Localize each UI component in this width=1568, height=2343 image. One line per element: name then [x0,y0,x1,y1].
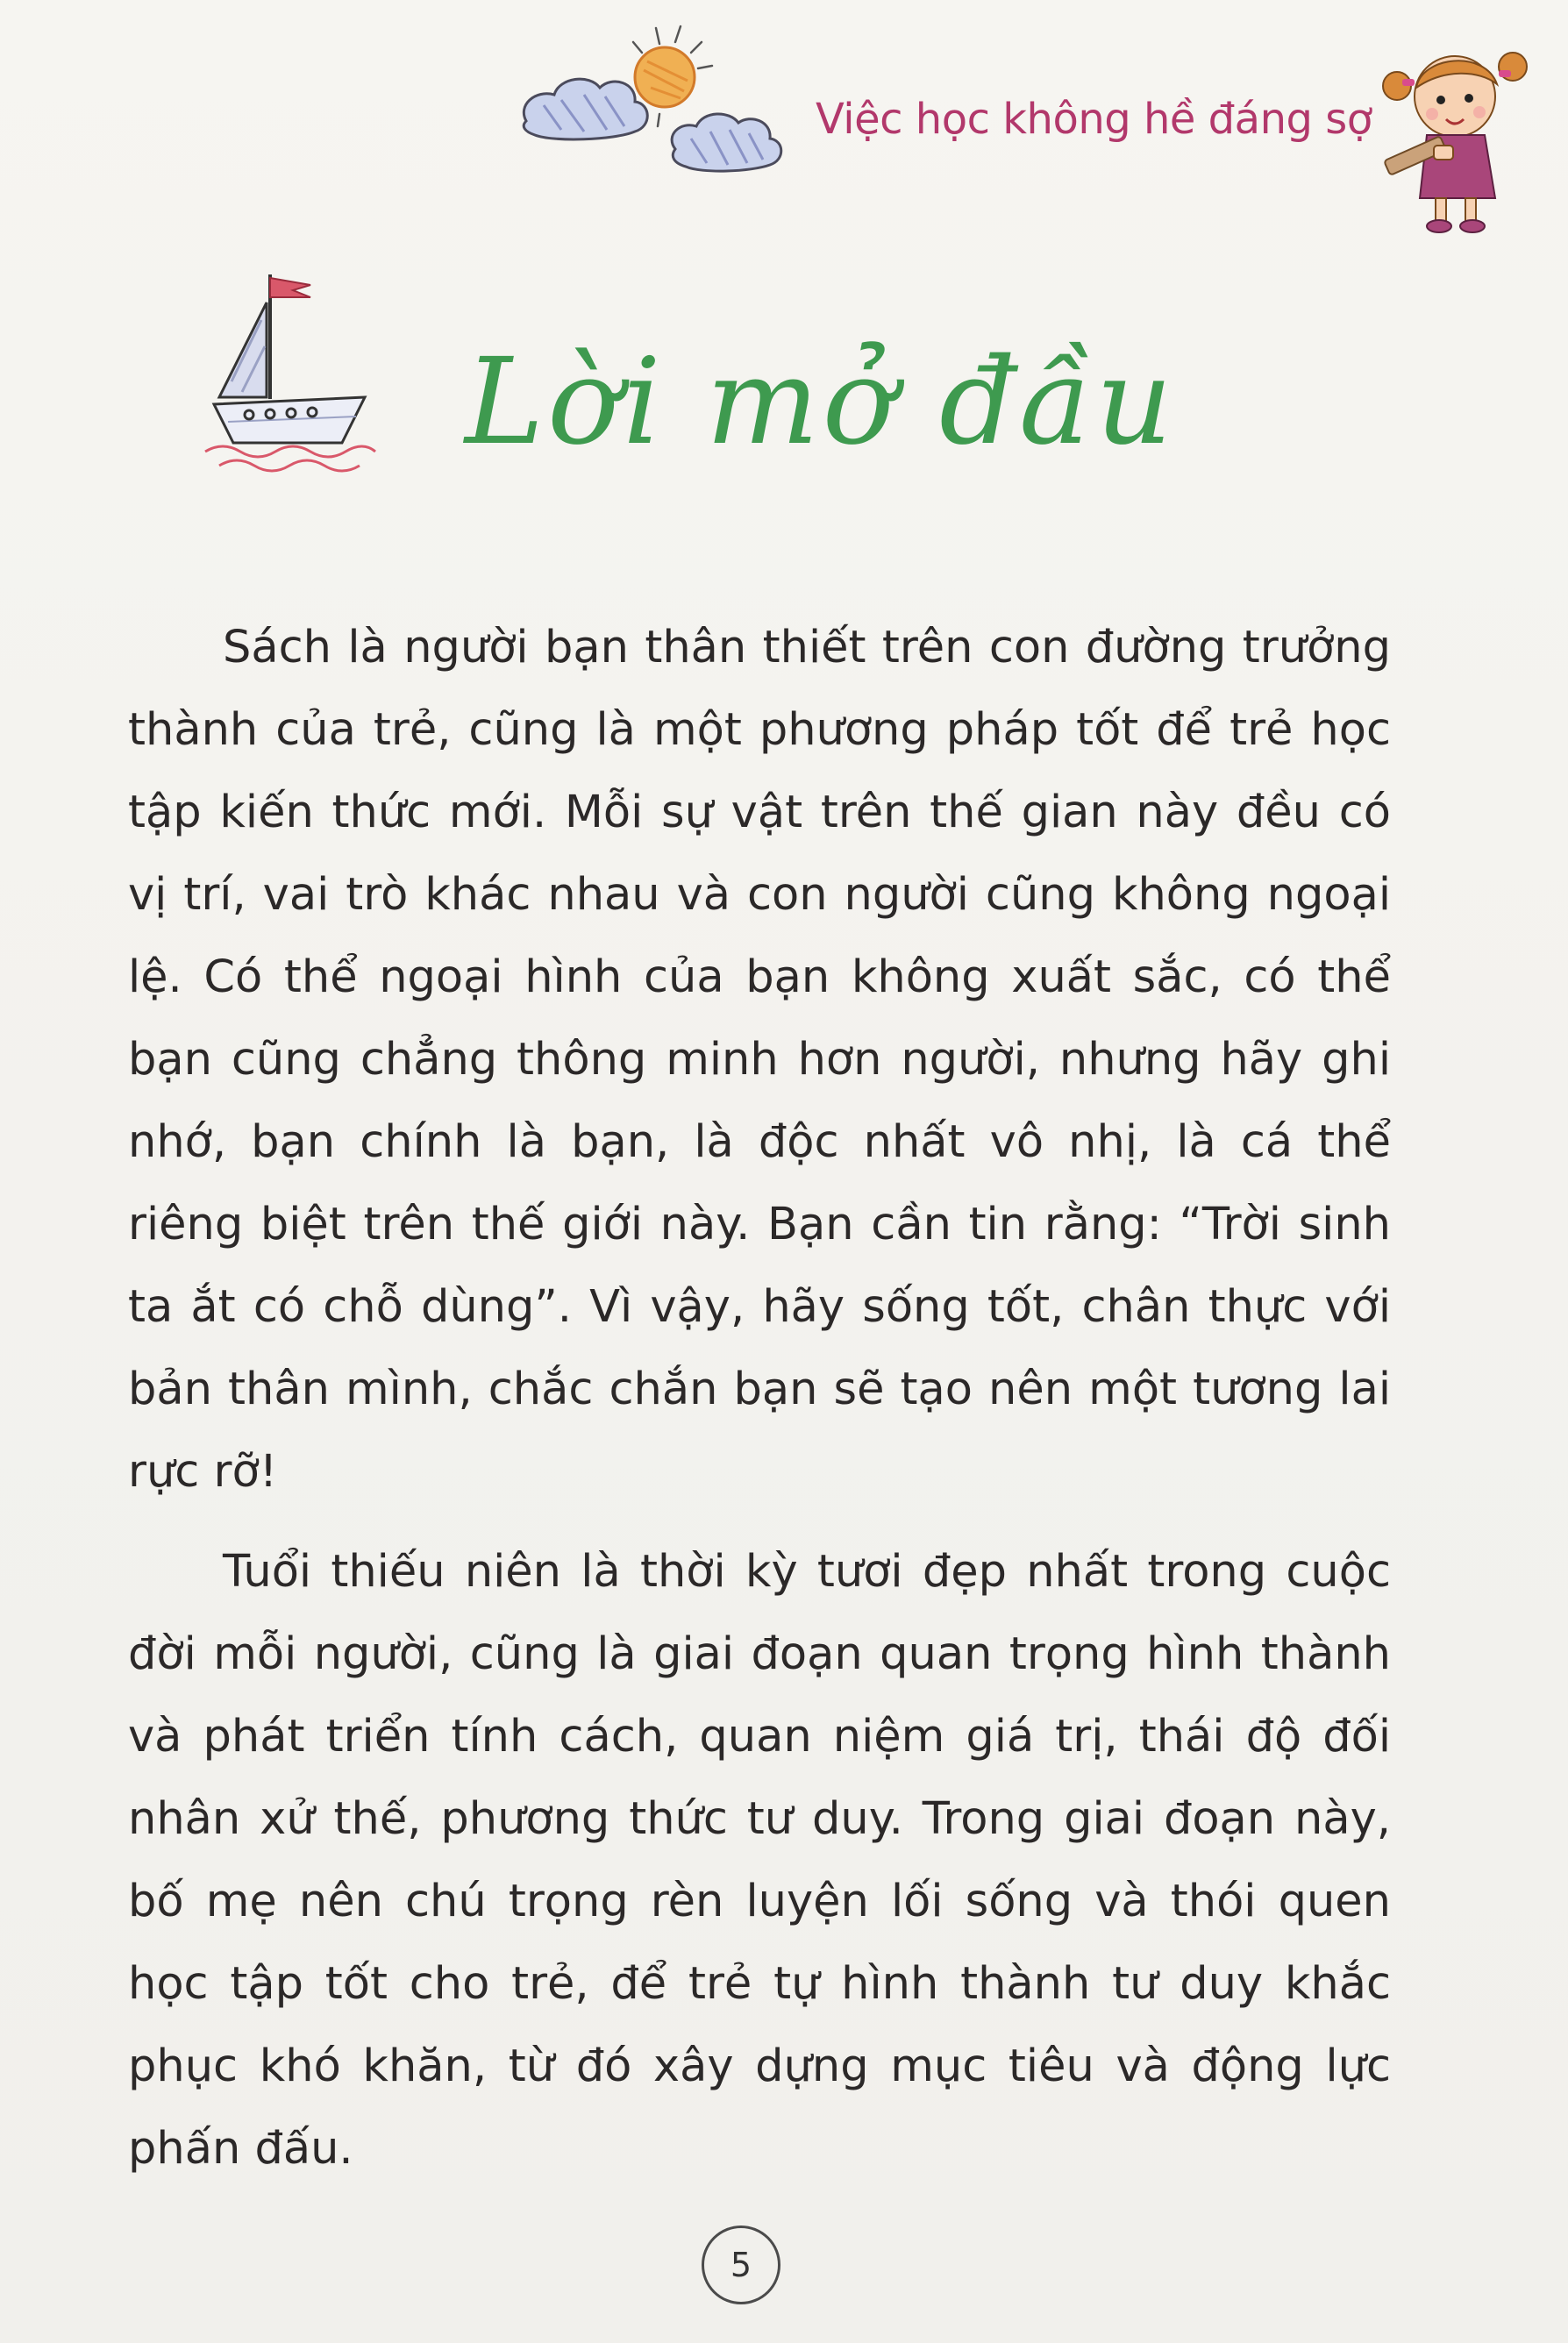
girl-with-telescope-icon [1381,44,1539,237]
running-title: Việc học không hề đáng sợ [816,95,1372,144]
sailboat-icon [202,267,377,478]
clouds-and-sun-icon [509,18,824,193]
chapter-title: Lời mở đầu [465,333,1176,472]
page-number: 5 [702,2225,780,2304]
paragraph: Sách là người bạn thân thiết trên con đường trưởng thành của trẻ, cũng là một phương pháp tốt để trẻ học tập kiến thức mới. Mỗi sự vật trên thế gian này đều có vị trí, vai trò khác nhau và con người cũng không ngoại lệ. Có thể ngoại hình của bạn không xuất sắc, có thể bạn cũng chẳng thông minh hơn người, nhưng hãy ghi nhớ, bạn chính là bạn, là độc nhất vô nhị, là cá thể riêng biệt trên thế giới này. Bạn cần tin rằng: “Trời sinh ta ắt có chỗ dùng”. Vì vậy, hãy sống tốt, chân thực với bản thân mình, chắc chắn bạn sẽ tạo nên một tương lai rực rỡ! [128,622,1391,1498]
body-text [128,607,1391,2190]
paragraph: Tuổi thiếu niên là thời kỳ tươi đẹp nhất trong cuộc đời mỗi người, cũng là giai đoạn quan trọng hình thành và phát triển tính cách, quan niệm giá trị, thái độ đối nhân xử thế, phương thức tư duy. Trong giai đoạn này, bố mẹ nên chú trọng rèn luyện lối sống và thói quen học tập tốt cho trẻ, để trẻ tự hình thành tư duy khắc phục khó khăn, từ đó xây dựng mục tiêu và động lực phấn đấu. [128,1546,1391,2175]
